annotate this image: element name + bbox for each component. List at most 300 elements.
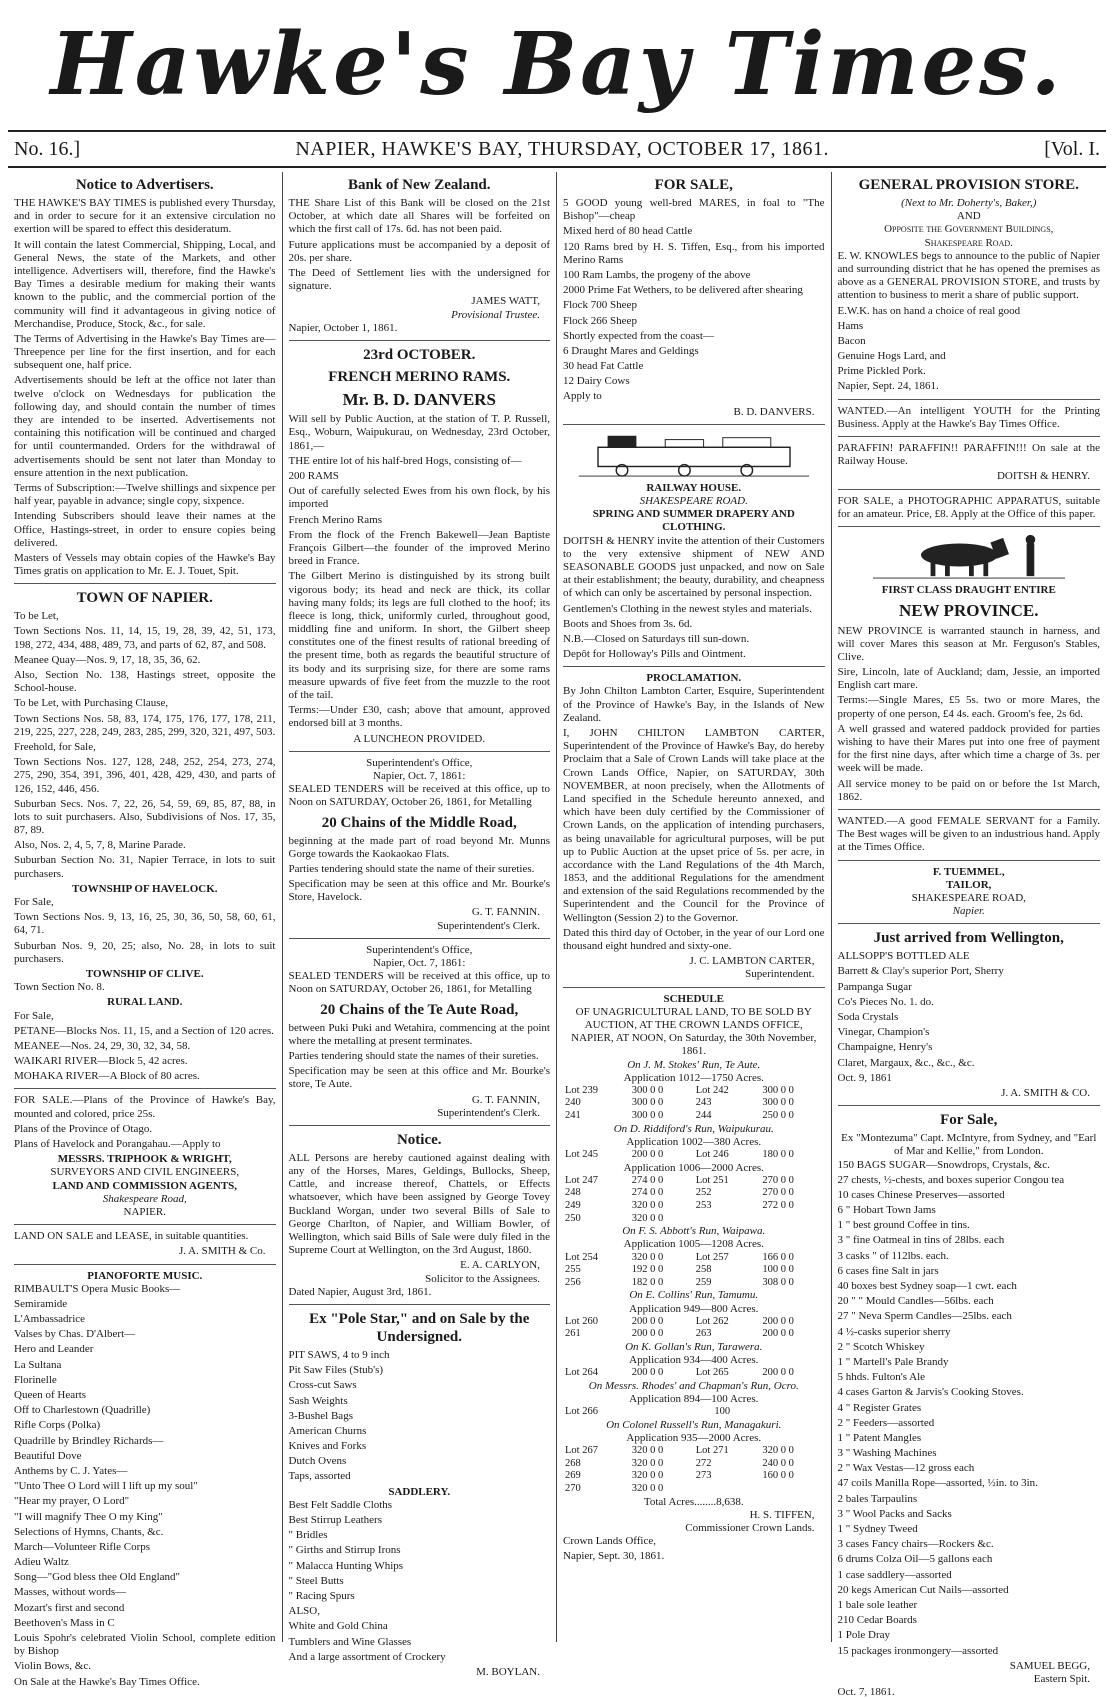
music-line: Semiramide xyxy=(14,1297,68,1310)
run-application: Application 934—400 Acres. xyxy=(629,1354,759,1367)
plans-line: Plans of Havelock and Porangahau.—Apply to xyxy=(14,1138,221,1150)
arrived-line: Soda Crystals xyxy=(837,1011,899,1024)
town-napier-line: Also, Section No. 138, Hastings street, opposite the School-house. xyxy=(14,669,276,695)
lot-cell: 320 0 0 xyxy=(631,1200,664,1211)
railway-sub: SHAKESPEARE ROAD. xyxy=(639,495,748,507)
bank-body xyxy=(289,197,551,293)
arrived-signature: J. A. SMITH & CO. xyxy=(1001,1086,1090,1099)
tailor-name: F. TUEMMEL, xyxy=(932,865,1005,878)
lot-cell: 249 xyxy=(565,1200,581,1211)
lot-cell xyxy=(760,1213,824,1226)
divider xyxy=(838,1105,1101,1106)
run-name: On Messrs. Rhodes' and Chapman's Run, Ocro. xyxy=(588,1379,799,1392)
forsale-line: 20 " " Mould Candles—56lbs. each xyxy=(837,1295,994,1308)
divider xyxy=(14,1088,276,1089)
lot-row xyxy=(563,1328,825,1341)
drapery-title: SPRING AND SUMMER DRAPERY AND CLOTHING. xyxy=(592,508,795,534)
lot-cell: 200 0 0 xyxy=(631,1315,664,1327)
sale-line: Shortly expected from the coast— xyxy=(563,329,714,342)
lot-cell: 250 0 0 xyxy=(762,1110,794,1122)
lot-cell: 320 0 0 xyxy=(631,1457,664,1469)
lot-cell: Lot 254 xyxy=(565,1251,598,1263)
polestar-line: Knives and Forks xyxy=(288,1440,367,1453)
lot-cell: 272 0 0 xyxy=(762,1200,794,1211)
tailor-road: SHAKESPEARE ROAD, xyxy=(911,891,1026,904)
lot-cell: 100 xyxy=(714,1406,731,1418)
forsale-line: 1 " Patent Mangles xyxy=(837,1431,922,1444)
lease-signature: J. A. SMITH & Co. xyxy=(179,1245,266,1258)
lot-row xyxy=(563,1316,825,1329)
schedule-signature-title: Commissioner Crown Lands. xyxy=(685,1521,815,1534)
store-date: Napier, Sept. 24, 1861. xyxy=(837,380,939,393)
lot-cell: Lot 242 xyxy=(695,1084,729,1096)
lot-cell: 258 xyxy=(695,1264,712,1276)
run-application: Application 1002—380 Acres. xyxy=(626,1135,762,1148)
sale-line: 120 Rams bred by H. S. Tiffen, Esq., from his imported Merino Rams xyxy=(563,240,825,266)
forsale-line: 3 " fine Oatmeal in tins of 28lbs. each xyxy=(837,1234,1005,1247)
town-napier-line: Suburban Section No. 31, Napier Terrace, in lots to suit purchasers. xyxy=(14,854,276,880)
polestar-line: American Churns xyxy=(288,1424,367,1437)
rural-line: For Sale, xyxy=(14,1009,54,1022)
rams-paragraph: French Merino Rams xyxy=(288,513,382,526)
notice-paragraph: Masters of Vessels may obtain copies of the Hawke's Bay Times gratis on application to Mr. E. J. Touet, Spit. xyxy=(14,551,276,578)
lot-cell: 273 xyxy=(695,1470,712,1482)
proclamation-paragraph: I, JOHN CHILTON LAMBTON CARTER, Superintendent of the Province of Hawke's Bay, do hereby Proclaim that a Sale of Crown Lands will take place at the Crown Lands Office, Napier, on SATURDAY, 30th NOVEMBER, at noon precisely, when the Allotments of Land specified in the Schedule hereunto annexed, and which have been duly certified by the Commissioner of Crown Lands, on the application of intending purchasers, as being unavailable for agricultural purposes, will be put up to Public Auction at the upset price of 5s. per acre, in accordance with the Land Regulations of the 4th March, 1853, and the additional Regulations for the amendment and extension of the said Regulations recommended by the Superintendent and the Council for the Province of Wellington (Session 2) to the Governor. xyxy=(563,727,825,924)
havelock-line: For Sale, xyxy=(14,896,54,908)
rams-paragraph: From the flock of the French Bakewell—Jean Baptiste François Gilbert—the founder of the improved Merino breed in France. xyxy=(288,528,550,568)
music-line: Rifle Corps (Polka) xyxy=(14,1419,101,1432)
rams-paragraph: Will sell by Public Auction, at the station of T. P. Russell, Esq., Woburn, Waipukurau, on Wednesday, 23rd October, 1861,— xyxy=(288,413,550,452)
forsale-signature-title: Eastern Spit. xyxy=(1033,1672,1090,1685)
town-napier-line: Town Sections Nos. 58, 83, 174, 175, 176, 177, 178, 211, 219, 225, 227, 228, 249, 283, 285, 299, 320, 321, 497, 503. xyxy=(14,712,276,738)
lot-row xyxy=(563,1187,825,1200)
lot-row xyxy=(563,1110,825,1123)
sale-line: Flock 700 Sheep xyxy=(563,299,637,312)
lot-row xyxy=(563,1445,825,1458)
lot-cell xyxy=(694,1213,761,1226)
forsale-line: 6 drums Colza Oil—5 gallons each xyxy=(837,1553,993,1566)
lot-cell: Lot 264 xyxy=(565,1367,598,1379)
divider xyxy=(838,860,1101,861)
column-1 xyxy=(8,172,283,1688)
divider xyxy=(289,340,551,341)
bank-title: Bank of New Zealand. xyxy=(347,177,491,193)
forsale-line: 27 " Neva Sperm Candles—25lbs. each xyxy=(837,1310,1012,1323)
forsale-title: For Sale, xyxy=(940,1112,998,1129)
tender1-date: Napier, Oct. 7, 1861: xyxy=(373,769,466,782)
music-line: "I will magnify Thee O my King" xyxy=(14,1510,163,1523)
rams-paragraph: Out of carefully selected Ewes from his own flock, by his imported xyxy=(288,485,550,511)
lot-cell: Lot 245 xyxy=(565,1149,598,1161)
lot-cell: 240 xyxy=(565,1097,581,1109)
clive-line: Town Section No. 8. xyxy=(14,981,105,994)
lot-cell: 244 xyxy=(695,1110,712,1122)
music-line: Mozart's first and second xyxy=(14,1601,125,1614)
music-line: Anthems by C. J. Yates— xyxy=(14,1464,128,1477)
polestar-line: Sash Weights xyxy=(288,1394,348,1407)
wanted-servant: WANTED.—A good FEMALE SERVANT for a Family. The Best wages will be given to an industrious hand. Apply at the Times Office. xyxy=(837,814,1100,854)
store-text: E. W. KNOWLES begs to announce to the public of Napier and surrounding district that he has opened the premises as above as a GENERAL PROVISION STORE, and trusts by attention to business to merit a share of public support. xyxy=(837,249,1100,302)
caution-notice-signature-title: Solicitor to the Assignees. xyxy=(425,1272,540,1285)
draught-paragraph: NEW PROVINCE is warranted staunch in harness, and will cover Mares this season at Mr. Ferguson's Stables, Clive. xyxy=(837,624,1100,663)
drapery-paragraph: Boots and Shoes from 3s. 6d. xyxy=(563,617,693,630)
polestar-line: Taps, assorted xyxy=(288,1470,351,1483)
music-line: On Sale at the Hawke's Bay Times Office. xyxy=(14,1675,200,1688)
plans-line: Plans of the Province of Otago. xyxy=(14,1122,153,1135)
run-application: Application 935—2000 Acres. xyxy=(626,1432,762,1445)
lot-table xyxy=(563,1445,825,1495)
forsale-list xyxy=(838,1159,1101,1658)
lot-cell xyxy=(694,1483,761,1496)
draught-paragraph: A well grassed and watered paddock provided for parties wishing to have their Mares put into one free of payment for the first nine days, after which time a charge of 3s. per week will be made. xyxy=(837,722,1100,775)
lot-row xyxy=(563,1213,825,1226)
lot-cell: 253 xyxy=(695,1200,712,1211)
paraffin-text: PARAFFIN! PARAFFIN!! PARAFFIN!!! On sale at the Railway House. xyxy=(837,442,1100,468)
store-sub4: Shakespeare Road. xyxy=(924,236,1013,249)
forsale-line: 6 cases fine Salt in jars xyxy=(837,1264,939,1277)
music-line: Adieu Waltz xyxy=(14,1556,69,1569)
polestar-line: PIT SAWS, 4 to 9 inch xyxy=(288,1348,390,1361)
lot-cell: 100 0 0 xyxy=(762,1264,794,1276)
polestar-line: Cross-cut Saws xyxy=(288,1379,357,1392)
saddlery-line: ALSO, xyxy=(288,1605,320,1618)
rams-paragraph: The Gilbert Merino is distinguished by its strong built vigorous body; its head and neck are thick, its collar having many folds; its legs are full clothed to the hoof; its fleece is long, thick, uniformly curled, throughout good, middling fine and uniform. In short, the Gilbert sheep constitutes one of the finest results of rational breeding of the present time, both as regards the beautiful structure of its body and its surprising size, for there are some rams measure upwards of five feet from the muzzle to the root of the tail. xyxy=(288,570,550,702)
saddlery-line: Best Stirrup Leathers xyxy=(288,1514,382,1527)
tender2-title: 20 Chains of the Te Aute Road, xyxy=(320,1001,519,1018)
drapery-paragraph: N.B.—Closed on Saturdays till sun-down. xyxy=(563,632,750,645)
town-napier-line: To be Let, xyxy=(14,610,59,623)
auction-date: 23rd OCTOBER. xyxy=(363,346,476,363)
volume-number: [Vol. I. xyxy=(1044,137,1100,160)
rams-paragraph: Terms:—Under £30, cash; above that amount, approved endorsed bill at 3 months. xyxy=(288,704,550,730)
saddlery-title: SADDLERY. xyxy=(388,1485,451,1498)
drapery-body xyxy=(563,535,825,662)
music-list xyxy=(14,1283,276,1689)
clive-list xyxy=(14,981,276,994)
tender2-paragraph: between Puki Puki and Wetahira, commencing at the point where the metalling at present terminates. xyxy=(288,1021,550,1047)
divider xyxy=(289,751,551,752)
music-line: Louis Spohr's celebrated Violin School, complete edition by Bishop xyxy=(14,1632,276,1658)
lot-cell: 274 0 0 xyxy=(631,1174,664,1186)
arrived-line: Barrett & Clay's superior Port, Sherry xyxy=(837,965,1004,978)
lot-row xyxy=(563,1175,825,1188)
caution-notice-title: Notice. xyxy=(396,1131,442,1148)
saddlery-line: Tumblers and Wine Glasses xyxy=(288,1635,412,1648)
tender2-body xyxy=(289,1022,551,1092)
agents-town: NAPIER. xyxy=(123,1205,166,1218)
divider xyxy=(289,938,551,939)
draught-body xyxy=(838,625,1101,804)
schedule-date: Napier, Sept. 30, 1861. xyxy=(563,1550,665,1563)
lot-row xyxy=(563,1406,825,1419)
forsale-line: 15 packages ironmongery—assorted xyxy=(837,1644,999,1657)
forsale-signature: SAMUEL BEGG, xyxy=(1009,1659,1090,1672)
divider xyxy=(563,424,825,425)
lot-cell: 269 xyxy=(565,1470,581,1482)
bank-paragraph: The Deed of Settlement lies with the undersigned for signature. xyxy=(288,266,550,293)
notice-paragraph: Intending Subscribers should leave their names at the Office, Hastings-street, in order to ensure copies being delivered. xyxy=(14,510,276,549)
caution-notice-signature: E. A. CARLYON, xyxy=(460,1259,540,1272)
column-3 xyxy=(557,172,832,1642)
lot-cell: 200 0 0 xyxy=(631,1328,664,1340)
lot-cell: 300 0 0 xyxy=(631,1084,664,1096)
notice-paragraph: Advertisements should be left at the office not later than twelve o'clock on Wednesdays for publication the following day, and should contain the number of times they are intended to be inserted. Advertisements not containing this notification will be continued and charged for until countermanded. Orders for the withdrawal of advertisements should be sent not later than Monday to ensure attention in the next publication. xyxy=(14,374,276,479)
music-line: RIMBAULT'S Opera Music Books— xyxy=(14,1282,181,1295)
wanted-youth: WANTED.—An intelligent YOUTH for the Printing Business. Apply at the Hawke's Bay Times Office. xyxy=(837,404,1100,430)
music-line: Florinelle xyxy=(14,1373,57,1386)
lot-cell: 300 0 0 xyxy=(631,1110,664,1122)
bank-paragraph: THE Share List of this Bank will be closed on the 21st October, at which date all Shares will be forfeited on which the first call of 17s. 6d. has not been paid. xyxy=(288,197,550,236)
lot-cell: 320 0 0 xyxy=(631,1483,664,1494)
forsale-line: 3 " Washing Machines xyxy=(837,1447,937,1460)
tender1-body xyxy=(289,835,551,905)
forsale-line: 3 casks " of 112lbs. each. xyxy=(837,1249,949,1262)
saddlery-line: White and Gold China xyxy=(288,1620,388,1633)
tender1-signature: G. T. FANNIN. xyxy=(471,906,540,919)
lot-row xyxy=(563,1097,825,1110)
railway-title: RAILWAY HOUSE. xyxy=(646,481,742,494)
run-application: Application 894—100 Acres. xyxy=(629,1393,759,1406)
forsale-date: Oct. 7, 1861. xyxy=(837,1686,895,1699)
rams-title: FRENCH MERINO RAMS. xyxy=(328,368,511,385)
forsale-line: 27 chests, ½-chests, and boxes superior Congou tea xyxy=(837,1173,1065,1186)
polestar-title: Ex "Pole Star," and on Sale by the Undersigned. xyxy=(309,1310,530,1345)
lot-row xyxy=(563,1252,825,1265)
store-sub3: Opposite the Government Buildings, xyxy=(884,223,1054,236)
music-line: Off to Charlestown (Quadrille) xyxy=(14,1404,151,1417)
rams-body xyxy=(289,413,551,730)
forsale-line: 6 " Hobart Town Jams xyxy=(837,1204,936,1217)
sale-line: 12 Dairy Cows xyxy=(563,375,630,388)
tender1-paragraph: Parties tendering should state the name of their sureties. xyxy=(288,862,535,875)
draught-paragraph: All service money to be paid on or before the 1st March, 1862. xyxy=(837,777,1100,803)
lot-table xyxy=(563,1149,825,1162)
polestar-list xyxy=(289,1349,551,1484)
sale-line: Apply to xyxy=(563,390,602,403)
schedule-office: Crown Lands Office, xyxy=(563,1535,656,1548)
store-sub1: (Next to Mr. Doherty's, Baker,) xyxy=(901,197,1037,209)
lot-cell: Lot 260 xyxy=(565,1315,598,1327)
music-line: Violin Bows, &c. xyxy=(14,1660,91,1673)
lot-cell: 248 xyxy=(565,1187,581,1199)
music-line: Hero and Leander xyxy=(14,1343,94,1356)
forsale-line: 1 Pole Dray xyxy=(837,1629,891,1642)
forsale-line: 5 hhds. Fulton's Ale xyxy=(837,1371,926,1384)
lot-cell: 160 0 0 xyxy=(762,1470,794,1482)
lot-cell xyxy=(760,1483,824,1496)
forsale-line: 1 bale sole leather xyxy=(837,1598,918,1611)
lot-table xyxy=(563,1406,825,1419)
saddlery-list xyxy=(289,1499,551,1664)
lot-cell: 270 xyxy=(565,1483,581,1494)
forsale-line: 2 " Feeders—assorted xyxy=(837,1416,935,1429)
proclamation-paragraph: By John Chilton Lambton Carter, Esquire, Superintendent of the Province of Hawke's Bay, in the Islands of New Zealand. xyxy=(563,685,825,724)
saddlery-line: " Malacca Hunting Whips xyxy=(288,1559,404,1572)
forsale-line: 2 " Scotch Whiskey xyxy=(837,1340,925,1353)
town-napier-line: To be Let, with Purchasing Clause, xyxy=(14,697,169,710)
music-line: March—Volunteer Rifle Corps xyxy=(14,1540,151,1553)
lot-cell: 250 xyxy=(565,1212,581,1224)
lot-cell: 300 0 0 xyxy=(762,1084,794,1096)
schedule-title: SCHEDULE xyxy=(663,992,725,1005)
music-line: Beautiful Dove xyxy=(14,1449,82,1462)
town-napier-line: Freehold, for Sale, xyxy=(14,740,96,753)
polestar-line: Dutch Ovens xyxy=(288,1455,347,1468)
run-application: Application 1012—1750 Acres. xyxy=(623,1071,764,1084)
divider xyxy=(14,1224,276,1225)
polestar-signature: M. BOYLAN. xyxy=(476,1665,540,1678)
music-line: Song—"God bless thee Old England" xyxy=(14,1571,181,1584)
lot-cell: Lot 266 xyxy=(565,1406,598,1418)
lot-cell: 300 0 0 xyxy=(762,1097,794,1109)
forsale-sub: Ex "Montezuma" Capt. McIntyre, from Sydney, and "Earl of Mar and Kellie," from London. xyxy=(841,1132,1097,1158)
store-sub2: AND xyxy=(956,210,981,223)
forsale-line: 3 cases Fancy chairs—Rockers &c. xyxy=(837,1538,994,1551)
lot-row xyxy=(563,1277,825,1290)
store-item: Genuine Hogs Lard, and xyxy=(837,350,946,363)
lot-cell: Lot 262 xyxy=(695,1315,729,1327)
drapery-paragraph: Depôt for Holloway's Pills and Ointment. xyxy=(563,648,746,661)
lot-table xyxy=(563,1175,825,1225)
run-application: Application 1006—2000 Acres. xyxy=(623,1161,764,1174)
lot-cell: Lot 267 xyxy=(565,1445,598,1457)
lot-cell: Lot 265 xyxy=(695,1367,729,1379)
arrived-line: Pampanga Sugar xyxy=(837,980,912,993)
lot-cell: 300 0 0 xyxy=(631,1097,664,1109)
music-line: L'Ambassadrice xyxy=(14,1313,86,1326)
draught-horse-engraving xyxy=(869,532,1069,580)
luncheon-note: A LUNCHEON PROVIDED. xyxy=(353,732,486,745)
lot-cell: 243 xyxy=(695,1097,712,1109)
lot-cell: 192 0 0 xyxy=(631,1264,664,1276)
run-name: On E. Collins' Run, Tamumu. xyxy=(629,1289,759,1302)
arrived-date: Oct. 9, 1861 xyxy=(837,1071,892,1084)
masthead: Hawke's Bay Times. xyxy=(50,14,1064,115)
lot-cell: 270 0 0 xyxy=(762,1174,794,1186)
polestar-line: Pit Saw Files (Stub's) xyxy=(288,1364,384,1377)
town-napier-line: Also, Nos. 2, 4, 5, 7, 8, Marine Parade. xyxy=(14,839,186,852)
lot-row xyxy=(563,1085,825,1098)
notice-paragraph: THE HAWKE'S BAY TIMES is published every Thursday, and in order to secure for it an extensive circulation no exertion will be spared to effect this desideratum. xyxy=(14,197,276,236)
run-name: On K. Gollan's Run, Tarawera. xyxy=(625,1340,763,1353)
lot-cell: Lot 247 xyxy=(565,1174,598,1186)
forsale-line: 2 " Wax Vestas—12 gross each xyxy=(837,1462,975,1475)
tender2-signature: G. T. FANNIN, xyxy=(471,1093,540,1106)
lot-cell: Lot 251 xyxy=(695,1174,729,1186)
arrived-line: Co's Pieces No. 1. do. xyxy=(837,995,934,1008)
forsale-line: 150 BAGS SUGAR—Snowdrops, Crystals, &c. xyxy=(837,1158,1050,1171)
lot-cell: 270 0 0 xyxy=(762,1187,794,1199)
store-item: Bacon xyxy=(837,334,866,347)
rural-line: PETANE—Blocks Nos. 11, 15, and a Section of 120 acres. xyxy=(14,1024,274,1037)
lot-table xyxy=(563,1085,825,1123)
lot-row xyxy=(563,1470,825,1483)
lot-cell: 320 0 0 xyxy=(762,1445,794,1457)
lot-row xyxy=(563,1458,825,1471)
music-title: PIANOFORTE MUSIC. xyxy=(87,1269,203,1282)
tender2-paragraph: Specification may be seen at this office and Mr. Bourke's store, Te Aute. xyxy=(288,1065,550,1091)
agents-title: LAND AND COMMISSION AGENTS, xyxy=(52,1179,238,1192)
town-napier-line: Suburban Secs. Nos. 7, 22, 26, 54, 59, 69, 85, 87, 88, in lots to suit purchasers. Also, Subdivisions of Nos. 17, 35, 87, 89. xyxy=(14,797,276,837)
tender1-office: Superintendent's Office, xyxy=(366,756,473,769)
notice-advertisers-body xyxy=(14,197,276,578)
tender2-date: Napier, Oct. 7, 1861: xyxy=(373,957,466,970)
tender1-title: 20 Chains of the Middle Road, xyxy=(321,814,517,831)
agents-address: Shakespeare Road, xyxy=(102,1192,187,1205)
lot-cell: Lot 257 xyxy=(695,1251,729,1263)
dateline xyxy=(8,132,1106,168)
tender1-signature-title: Superintendent's Clerk. xyxy=(437,919,540,932)
divider xyxy=(838,923,1101,924)
draught-title: FIRST CLASS DRAUGHT ENTIRE xyxy=(881,583,1056,596)
lot-table xyxy=(563,1367,825,1380)
forsale-line: 10 cases Chinese Preserves—assorted xyxy=(837,1188,1005,1201)
lot-cell: 241 xyxy=(565,1110,581,1122)
havelock-line: Suburban Nos. 9, 20, 25; also, No. 28, in lots to suit purchasers. xyxy=(14,939,276,965)
store-items xyxy=(838,305,1101,379)
draught-name: NEW PROVINCE. xyxy=(899,601,1039,621)
lot-cell: 200 0 0 xyxy=(762,1328,794,1340)
proclamation-body xyxy=(563,685,825,953)
proclamation-paragraph: Dated this third day of October, in the year of our Lord one thousand eight hundred and sixty-one. xyxy=(563,926,825,952)
lot-cell: 255 xyxy=(565,1264,581,1276)
forsale-line: 4 cases Garton & Jarvis's Cooking Stoves. xyxy=(837,1386,1024,1399)
forsale-line: 20 kegs American Cut Nails—assorted xyxy=(837,1583,1009,1596)
tender2-signature-title: Superintendent's Clerk. xyxy=(437,1106,540,1119)
forsale-line: 1 " Sydney Tweed xyxy=(837,1523,918,1536)
lot-cell: 166 0 0 xyxy=(762,1251,794,1263)
tailor-title: TAILOR, xyxy=(946,878,992,891)
forsale-line: 1 " Martell's Pale Brandy xyxy=(837,1355,949,1368)
music-line: Quadrille by Brindley Richards— xyxy=(14,1434,164,1447)
sale-line: Mixed herd of 80 head Cattle xyxy=(563,225,693,238)
rams-auctioneer: Mr. B. D. DANVERS xyxy=(342,389,496,409)
store-item: E.W.K. has on hand a choice of real good xyxy=(837,304,1021,317)
music-line: Valses by Chas. D'Albert— xyxy=(14,1328,136,1341)
town-napier-line: Meanee Quay—Nos. 9, 17, 18, 35, 36, 62. xyxy=(14,653,201,666)
forsale-line: 1 case saddlery—assorted xyxy=(837,1568,952,1581)
arrived-line: Champaigne, Henry's xyxy=(837,1041,933,1054)
column-2 xyxy=(283,172,558,1678)
clive-title: TOWNSHIP OF CLIVE. xyxy=(85,967,204,980)
schedule-sub: OF UNAGRICULTURAL LAND, TO BE SOLD BY AUCTION, AT THE CROWN LANDS OFFICE, NAPIER, AT NOON, On Saturday, the 30th November, 1861. xyxy=(571,1005,817,1058)
arrived-line: Claret, Margaux, &c., &c., &c. xyxy=(837,1056,975,1069)
drapery-paragraph: Gentlemen's Clothing in the newest styles and materials. xyxy=(563,602,812,615)
lot-cell xyxy=(808,1406,824,1419)
forsale-line: 4 " Register Grates xyxy=(837,1401,922,1414)
sale-title: FOR SALE, xyxy=(654,177,733,193)
forsale-line: 47 coils Manilla Rope—assorted, ½in. to 3in. xyxy=(837,1477,1038,1490)
divider xyxy=(838,526,1101,527)
agents-name: MESSRS. TRIPHOOK & WRIGHT, xyxy=(57,1153,232,1166)
town-napier-line: Town Sections Nos. 11, 14, 15, 19, 28, 39, 42, 51, 173, 198, 272, 434, 488, 489, 73, and parts of 62, 87, and 508. xyxy=(14,625,276,651)
run-name: On D. Riddiford's Run, Waipukurau. xyxy=(613,1122,774,1135)
lot-cell: 320 0 0 xyxy=(631,1470,664,1482)
lot-cell: 200 0 0 xyxy=(762,1367,794,1379)
tailor-town: Napier. xyxy=(952,905,985,918)
lot-cell: Lot 239 xyxy=(565,1084,598,1096)
rural-line: WAIKARI RIVER—Block 5, 42 acres. xyxy=(14,1055,188,1068)
divider xyxy=(289,1304,551,1305)
caution-notice-text: ALL Persons are hereby cautioned against dealing with any of the Horses, Mares, Geldings, Bullocks, Sheep, Cattle, and increase thereof, Chattels, or Effects whatsoever, which have been assigned by George Tovey Buckland Worgan, under two several Bills of Sale to George Charlton, of Napier, and William Bowler, of Wellington, which said Bills of Sale were duly filed in the Supreme Court at Wellington, on the 3rd August, 1860. xyxy=(288,1151,550,1257)
sale-line: 5 GOOD young well-bred MARES, in foal to "The Bishop"—cheap xyxy=(563,197,825,223)
havelock-line: Town Sections Nos. 9, 13, 16, 25, 30, 36, 50, 58, 60, 61, 64, 71. xyxy=(14,911,276,937)
paraffin-signature: DOITSH & HENRY. xyxy=(996,470,1090,483)
town-napier-line: Town Sections Nos. 127, 128, 248, 252, 254, 273, 274, 275, 290, 354, 391, 396, 401, 428, 429, 430, and parts of 126, 152, 446, 456. xyxy=(14,756,276,795)
town-napier-title: TOWN OF NAPIER. xyxy=(76,590,213,607)
sale-line: 2000 Prime Fat Wethers, to be delivered after shearing xyxy=(563,284,803,297)
sale-line: 30 head Fat Cattle xyxy=(563,360,644,373)
